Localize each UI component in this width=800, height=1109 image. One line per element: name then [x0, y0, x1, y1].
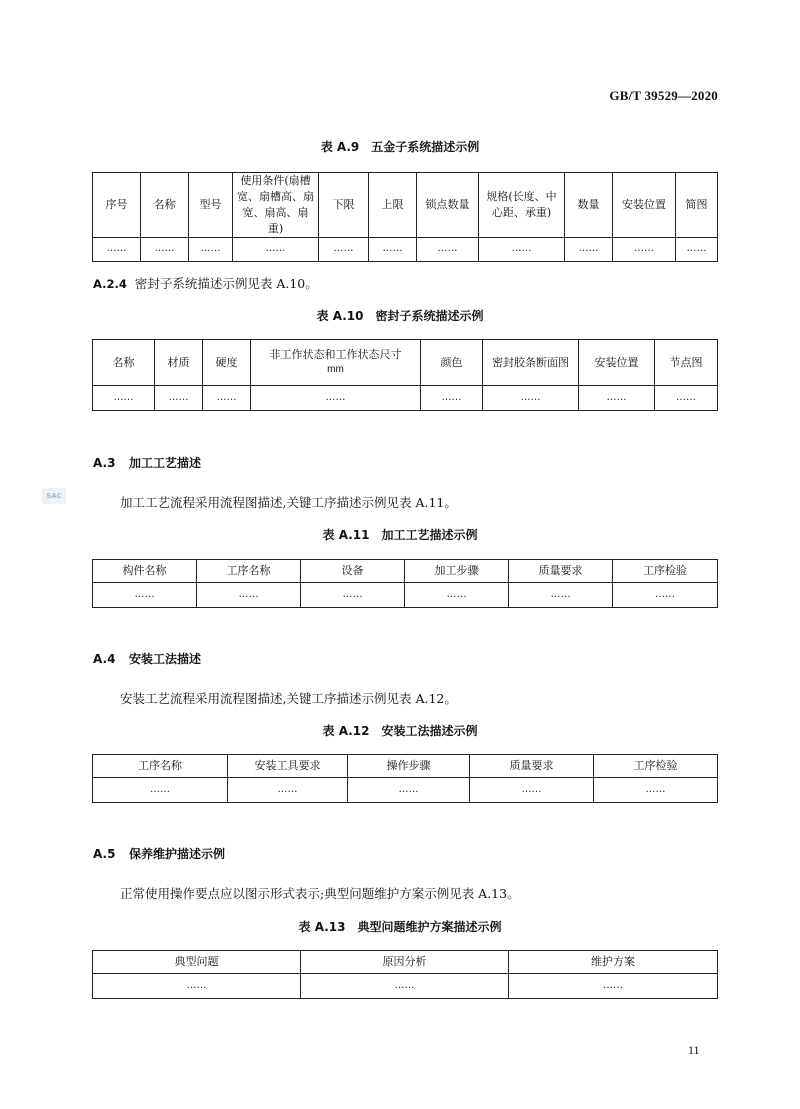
table-a11-caption: 表 A.11 加工工艺描述示例 — [322, 528, 478, 542]
table-cell: …… — [483, 386, 579, 411]
table-cell: …… — [197, 583, 301, 608]
table-cell: …… — [369, 237, 417, 261]
header-cell: 上限 — [369, 173, 417, 238]
header-cell: 典型问题 — [93, 951, 301, 974]
table-row — [93, 386, 718, 411]
table-cell: …… — [233, 237, 319, 261]
table-a12-caption: 表 A.12 安装工法描述示例 — [322, 724, 478, 738]
section-title: 加工工艺描述 — [129, 456, 202, 470]
table-cell: …… — [301, 583, 405, 608]
table-cell: …… — [565, 237, 613, 261]
table-header-row — [93, 755, 718, 778]
table-cell: …… — [676, 237, 718, 261]
header-cell: 原因分析 — [301, 951, 509, 974]
table-cell: …… — [417, 237, 479, 261]
table-cell: …… — [93, 386, 155, 411]
table-cell: …… — [155, 386, 203, 411]
table-cell: …… — [301, 974, 509, 999]
header-cell: 名称 — [93, 340, 155, 386]
table-cell: …… — [93, 237, 141, 261]
section-title: 保养维护描述示例 — [129, 847, 226, 861]
table-a10 — [92, 339, 718, 411]
header-cell: 工序名称 — [197, 560, 301, 583]
header-cell: 维护方案 — [509, 951, 718, 974]
table-cell: …… — [93, 974, 301, 999]
table-header-row — [93, 340, 718, 386]
clause-number: A.2.4 — [93, 277, 127, 291]
header-cell: 操作步骤 — [348, 755, 470, 778]
header-cell: 加工步骤 — [405, 560, 509, 583]
header-cell: 设备 — [301, 560, 405, 583]
header-cell: 下限 — [319, 173, 369, 238]
section-number: A.5 — [93, 847, 116, 861]
header-cell: 使用条件(扇槽宽、扇槽高、扇宽、扇高、扇重) — [233, 173, 319, 238]
section-a4-heading — [93, 650, 201, 667]
table-cell: …… — [251, 386, 421, 411]
table-cell: …… — [203, 386, 251, 411]
table-header-row — [93, 560, 718, 583]
table-cell: …… — [421, 386, 483, 411]
header-cell — [251, 340, 421, 386]
table-cell: …… — [579, 386, 655, 411]
header-text: 非工作状态和工作状态尺寸 — [269, 348, 402, 362]
table-cell: …… — [655, 386, 718, 411]
clause-text: 密封子系统描述示例见表 A.10。 — [134, 276, 318, 291]
sac-watermark-logo: SAC — [42, 488, 66, 504]
section-a3-text: 加工工艺流程采用流程图描述,关键工序描述示例见表 A.11。 — [120, 495, 457, 510]
table-a13-caption: 表 A.13 典型问题维护方案描述示例 — [298, 920, 502, 934]
table-a13 — [92, 950, 718, 999]
header-cell: 工序名称 — [93, 755, 228, 778]
header-cell: 密封胶条断面图 — [483, 340, 579, 386]
header-cell: 名称 — [141, 173, 189, 238]
table-row — [93, 778, 718, 803]
table-cell: …… — [613, 237, 676, 261]
header-cell: 材质 — [155, 340, 203, 386]
table-a10-caption: 表 A.10 密封子系统描述示例 — [316, 309, 484, 323]
header-cell: 颜色 — [421, 340, 483, 386]
header-cell: 工序检验 — [594, 755, 718, 778]
table-a9-caption: 表 A.9 五金子系统描述示例 — [320, 140, 480, 154]
table-cell: …… — [93, 778, 228, 803]
table-cell: …… — [348, 778, 470, 803]
table-cell: …… — [613, 583, 718, 608]
table-cell: …… — [479, 237, 565, 261]
table-cell: …… — [594, 778, 718, 803]
table-a12 — [92, 754, 718, 803]
table-cell: …… — [405, 583, 509, 608]
header-cell: 数量 — [565, 173, 613, 238]
table-cell: …… — [509, 583, 613, 608]
header-cell: 质量要求 — [509, 560, 613, 583]
header-cell: 构件名称 — [93, 560, 197, 583]
table-cell: …… — [319, 237, 369, 261]
header-cell: 序号 — [93, 173, 141, 238]
table-header-row — [93, 951, 718, 974]
page-number: 11 — [688, 1043, 700, 1057]
header-cell: 型号 — [189, 173, 233, 238]
table-row — [93, 583, 718, 608]
section-number: A.4 — [93, 652, 116, 666]
table-cell: …… — [141, 237, 189, 261]
header-cell: 工序检验 — [613, 560, 718, 583]
section-a5-heading — [93, 845, 225, 862]
table-cell: …… — [470, 778, 594, 803]
table-row — [93, 974, 718, 999]
header-cell: 安装位置 — [613, 173, 676, 238]
section-title: 安装工法描述 — [129, 652, 202, 666]
section-a5-text: 正常使用操作要点应以图示形式表示;典型问题维护方案示例见表 A.13。 — [120, 886, 520, 901]
section-number: A.3 — [93, 456, 116, 470]
table-cell: …… — [93, 583, 197, 608]
standard-number: GB/T 39529—2020 — [609, 88, 718, 103]
table-header-row — [93, 173, 718, 238]
table-cell: …… — [509, 974, 718, 999]
header-cell: 安装位置 — [579, 340, 655, 386]
table-cell: …… — [228, 778, 348, 803]
header-unit: mm — [327, 364, 344, 376]
header-cell: 质量要求 — [470, 755, 594, 778]
header-cell: 锁点数量 — [417, 173, 479, 238]
header-cell: 规格(长度、中心距、承重) — [479, 173, 565, 238]
section-a3-heading — [93, 454, 201, 471]
header-cell: 安装工具要求 — [228, 755, 348, 778]
header-cell: 简图 — [676, 173, 718, 238]
header-cell: 节点图 — [655, 340, 718, 386]
table-a9 — [92, 172, 718, 262]
section-a4-text: 安装工艺流程采用流程图描述,关键工序描述示例见表 A.12。 — [120, 691, 457, 706]
header-cell: 硬度 — [203, 340, 251, 386]
paragraph-a2-4 — [93, 274, 318, 292]
table-cell: …… — [189, 237, 233, 261]
table-row — [93, 237, 718, 261]
table-a11 — [92, 559, 718, 608]
